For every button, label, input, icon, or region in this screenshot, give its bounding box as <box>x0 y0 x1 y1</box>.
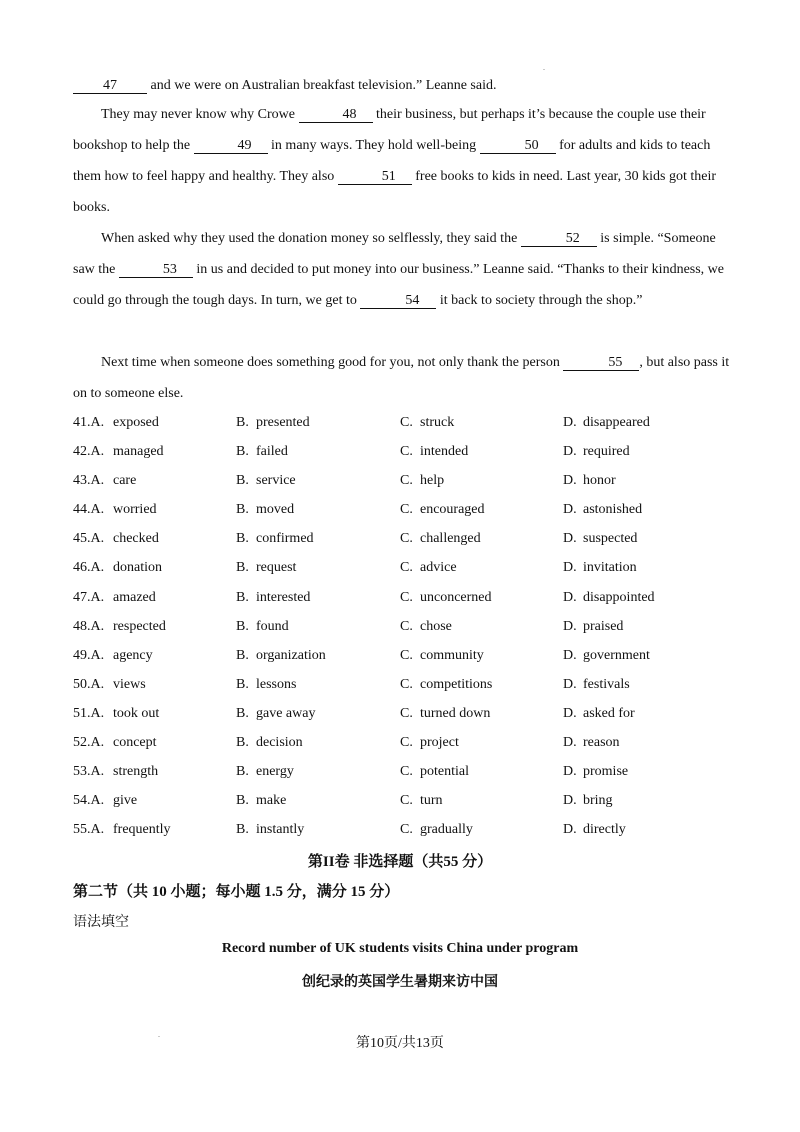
question-number: 47. <box>73 589 91 605</box>
option-text: disappeared <box>583 415 650 430</box>
option-text: presented <box>256 415 310 430</box>
question-number-and-letter <box>73 648 113 664</box>
option-a <box>73 706 159 722</box>
question-number: 41. <box>73 415 91 430</box>
blank-50: 50 <box>480 138 556 154</box>
question-row <box>73 816 733 845</box>
option-text: astonished <box>583 502 643 518</box>
option-b <box>236 648 326 664</box>
option-text: reason <box>583 735 620 751</box>
option-letter: D. <box>563 444 577 460</box>
option-c <box>400 444 468 460</box>
question-number: 44. <box>73 502 91 518</box>
answer-options-list <box>73 409 733 845</box>
option-text: struck <box>420 415 455 430</box>
option-b <box>236 764 294 780</box>
option-text: directly <box>583 822 626 838</box>
option-letter: D. <box>563 735 577 751</box>
question-row <box>73 642 733 671</box>
option-text: exposed <box>113 415 159 430</box>
option-d <box>563 473 616 489</box>
option-a <box>73 822 171 838</box>
question-number-and-letter <box>73 735 113 751</box>
option-letter: D. <box>563 560 577 576</box>
option-letter: D. <box>563 793 577 809</box>
option-text: turned down <box>420 705 491 721</box>
option-text: honor <box>583 473 616 489</box>
passage-text: and we were on Australian breakfast television.” Leanne said. <box>147 78 497 93</box>
option-d <box>563 619 623 635</box>
question-number: 43. <box>73 473 91 489</box>
question-number-and-letter <box>73 822 113 838</box>
question-number: 54. <box>73 793 91 809</box>
question-number: 52. <box>73 735 91 751</box>
question-number-and-letter <box>73 677 113 693</box>
passage-paragraph-2 <box>73 99 733 223</box>
option-c <box>400 793 443 809</box>
option-d <box>563 590 655 606</box>
option-text: interested <box>256 589 311 605</box>
option-d <box>563 764 628 780</box>
option-text: care <box>113 473 137 489</box>
question-number-and-letter <box>73 560 113 576</box>
passage-text: is simple. “Someone saw the <box>73 231 716 277</box>
option-text: make <box>256 793 287 809</box>
option-letter: D. <box>563 473 577 489</box>
option-letter: A. <box>90 647 105 663</box>
option-text: decision <box>256 735 303 751</box>
option-d <box>563 444 630 460</box>
question-number: 50. <box>73 676 91 692</box>
option-letter: D. <box>563 647 577 663</box>
question-row <box>73 467 733 496</box>
question-row <box>73 409 733 438</box>
question-row <box>73 729 733 758</box>
option-letter: A. <box>90 764 105 780</box>
question-number-and-letter <box>73 444 113 460</box>
question-number: 55. <box>73 822 91 838</box>
option-a <box>73 444 164 460</box>
option-a <box>73 764 158 780</box>
option-text: checked <box>113 531 159 547</box>
question-row <box>73 758 733 787</box>
passage-text: their business, but perhaps it’s because the couple use their bookshop to help the <box>73 107 706 153</box>
option-text: concept <box>113 735 157 751</box>
option-text: promise <box>583 764 629 780</box>
blank-48: 48 <box>299 107 373 123</box>
option-text: advice <box>420 560 457 576</box>
blank-52: 52 <box>521 231 597 247</box>
option-a <box>73 677 146 693</box>
option-c <box>400 764 469 780</box>
option-a <box>73 473 136 489</box>
option-text: strength <box>113 764 159 780</box>
option-text: failed <box>256 444 288 460</box>
option-text: agency <box>113 647 153 663</box>
option-letter: A. <box>90 444 105 460</box>
question-number-and-letter <box>73 619 113 635</box>
question-row <box>73 613 733 642</box>
question-row <box>73 554 733 583</box>
option-letter: B. <box>236 676 249 692</box>
question-number-and-letter <box>73 415 113 431</box>
option-text: lessons <box>256 676 297 692</box>
option-letter: C. <box>400 589 413 605</box>
option-letter: B. <box>236 735 249 751</box>
option-d <box>563 735 620 751</box>
option-text: intended <box>420 444 469 460</box>
option-letter: B. <box>236 618 249 634</box>
blank-53: 53 <box>119 262 193 278</box>
option-letter: C. <box>400 676 413 692</box>
option-letter: B. <box>236 705 249 721</box>
option-text: gradually <box>420 822 473 838</box>
option-letter: C. <box>400 793 413 809</box>
option-letter: D. <box>563 531 577 547</box>
option-d <box>563 415 650 431</box>
question-number-and-letter <box>73 590 113 606</box>
option-text: encouraged <box>420 502 485 518</box>
option-b <box>236 822 304 838</box>
option-a <box>73 590 156 606</box>
option-b <box>236 590 310 606</box>
question-row <box>73 525 733 554</box>
option-b <box>236 735 303 751</box>
option-b <box>236 473 296 489</box>
option-letter: B. <box>236 793 249 809</box>
option-text: challenged <box>420 531 481 547</box>
option-c <box>400 706 490 722</box>
option-text: bring <box>583 793 613 809</box>
option-letter: C. <box>400 618 413 634</box>
option-letter: C. <box>400 822 413 838</box>
option-letter: C. <box>400 647 413 663</box>
blank-47: 47 <box>73 78 147 94</box>
option-text: found <box>256 618 289 634</box>
option-letter: D. <box>563 502 577 518</box>
question-number: 51. <box>73 705 91 721</box>
question-number: 49. <box>73 647 91 663</box>
question-row <box>73 496 733 525</box>
question-number-and-letter <box>73 793 113 809</box>
option-letter: A. <box>90 618 105 634</box>
scan-speck: . <box>543 63 545 72</box>
option-text: service <box>256 473 296 489</box>
option-a <box>73 531 159 547</box>
page-footer: 第10页/共13页 <box>356 1036 444 1051</box>
option-letter: D. <box>563 764 577 780</box>
option-text: project <box>420 735 459 751</box>
option-letter: A. <box>90 793 105 809</box>
blank-51: 51 <box>338 169 412 185</box>
option-text: views <box>113 676 146 692</box>
option-d <box>563 560 637 576</box>
option-text: unconcerned <box>420 589 492 605</box>
passage-paragraph-4 <box>73 347 733 409</box>
option-c <box>400 415 454 431</box>
option-letter: A. <box>90 473 105 489</box>
option-a <box>73 415 159 431</box>
option-d <box>563 648 650 664</box>
option-text: community <box>420 647 484 663</box>
option-text: instantly <box>256 822 305 838</box>
option-letter: A. <box>90 502 105 518</box>
passage-text: Next time when someone does something good for you, not only thank the person <box>101 355 564 370</box>
option-c <box>400 502 485 518</box>
option-letter: C. <box>400 444 413 460</box>
option-letter: D. <box>563 589 577 605</box>
option-b <box>236 706 315 722</box>
question-number: 53. <box>73 764 91 780</box>
option-letter: A. <box>90 735 105 751</box>
option-letter: C. <box>400 735 413 751</box>
option-d <box>563 502 642 518</box>
option-d <box>563 822 626 838</box>
option-text: request <box>256 560 297 576</box>
question-number-and-letter <box>73 473 113 489</box>
option-c <box>400 619 452 635</box>
part-title: 第二节（共 10 小题；每小题 1.5 分，满分 15 分） <box>73 884 400 900</box>
option-text: took out <box>113 705 160 721</box>
option-letter: B. <box>236 415 249 430</box>
option-text: suspected <box>583 531 638 547</box>
option-letter: B. <box>236 560 249 576</box>
option-letter: D. <box>563 415 577 430</box>
article-title-chinese: 创纪录的英国学生暑期来访中国 <box>302 975 498 990</box>
option-a <box>73 502 157 518</box>
option-text: organization <box>256 647 326 663</box>
passage-text: free books to kids in need. Last year, 30 kids got their books. <box>73 169 717 215</box>
option-letter: A. <box>90 822 105 838</box>
option-a <box>73 560 162 576</box>
option-text: potential <box>420 764 469 780</box>
blank-54: 54 <box>360 293 436 309</box>
option-text: respected <box>113 618 166 634</box>
question-number-and-letter <box>73 764 113 780</box>
option-letter: B. <box>236 764 249 780</box>
option-a <box>73 793 137 809</box>
option-a <box>73 648 153 664</box>
option-text: amazed <box>113 589 156 605</box>
option-letter: C. <box>400 473 413 489</box>
option-letter: A. <box>90 705 105 721</box>
option-c <box>400 648 484 664</box>
option-letter: B. <box>236 647 249 663</box>
question-row <box>73 787 733 816</box>
option-d <box>563 531 637 547</box>
option-d <box>563 677 630 693</box>
passage-text: in many ways. They hold well-being <box>267 138 480 153</box>
option-c <box>400 560 457 576</box>
option-text: gave away <box>256 705 316 721</box>
option-b <box>236 415 310 431</box>
option-letter: C. <box>400 502 413 518</box>
section-title: 第II卷 非选择题（共55 分） <box>307 854 493 870</box>
question-number: 48. <box>73 618 91 634</box>
option-letter: B. <box>236 531 249 547</box>
question-row <box>73 700 733 729</box>
article-title-english: Record number of UK students visits China under program <box>221 941 579 956</box>
option-letter: D. <box>563 822 577 838</box>
option-letter: A. <box>90 589 105 605</box>
passage-text: They may never know why Crowe <box>101 107 299 122</box>
question-number: 45. <box>73 531 91 547</box>
option-text: managed <box>113 444 164 460</box>
passage-paragraph-3 <box>73 223 733 316</box>
option-text: help <box>420 473 445 489</box>
option-letter: C. <box>400 764 413 780</box>
option-text: required <box>583 444 630 460</box>
passage-text: , but also pass it on to someone else. <box>73 355 730 401</box>
option-text: frequently <box>113 822 171 838</box>
option-text: confirmed <box>256 531 314 547</box>
passage-text: in us and decided to put money into our business.” Leanne said. “Thanks to their kindness, we could go through the tough days. In turn, we get to <box>73 262 725 308</box>
option-c <box>400 822 473 838</box>
option-a <box>73 619 166 635</box>
option-text: energy <box>256 764 294 780</box>
option-letter: C. <box>400 415 413 430</box>
option-text: donation <box>113 560 162 576</box>
passage-text: for adults and kids to teach them how to feel happy and healthy. They also <box>73 138 711 184</box>
option-a <box>73 735 157 751</box>
option-letter: B. <box>236 473 249 489</box>
option-text: government <box>583 647 650 663</box>
sub-title: 语法填空 <box>73 915 129 930</box>
option-text: moved <box>256 502 295 518</box>
option-c <box>400 531 481 547</box>
passage-text: it back to society through the shop.” <box>436 293 643 308</box>
option-b <box>236 444 288 460</box>
option-letter: A. <box>90 531 105 547</box>
option-b <box>236 619 289 635</box>
option-letter: A. <box>90 415 105 430</box>
option-text: worried <box>113 502 157 518</box>
question-number: 46. <box>73 560 91 576</box>
option-text: invitation <box>583 560 637 576</box>
option-b <box>236 793 286 809</box>
option-letter: A. <box>90 676 105 692</box>
option-b <box>236 502 294 518</box>
option-c <box>400 735 459 751</box>
option-d <box>563 706 635 722</box>
question-number-and-letter <box>73 706 113 722</box>
option-b <box>236 531 314 547</box>
option-b <box>236 677 296 693</box>
passage-line-1 <box>73 70 733 101</box>
option-text: disappointed <box>583 589 655 605</box>
option-letter: B. <box>236 444 249 460</box>
blank-55: 55 <box>563 355 639 371</box>
option-c <box>400 677 492 693</box>
option-letter: D. <box>563 705 577 721</box>
option-letter: A. <box>90 560 105 576</box>
option-letter: B. <box>236 589 249 605</box>
option-b <box>236 560 296 576</box>
option-text: turn <box>420 793 443 809</box>
question-row <box>73 671 733 700</box>
question-number-and-letter <box>73 502 113 518</box>
blank-49: 49 <box>194 138 268 154</box>
question-row <box>73 438 733 467</box>
option-text: festivals <box>583 676 630 692</box>
option-c <box>400 473 444 489</box>
question-row <box>73 584 733 613</box>
scan-speck: . <box>158 1030 160 1039</box>
option-text: chose <box>420 618 452 634</box>
option-text: praised <box>583 618 624 634</box>
question-number: 42. <box>73 444 91 460</box>
passage-text: When asked why they used the donation money so selflessly, they said the <box>101 231 521 246</box>
question-number-and-letter <box>73 531 113 547</box>
option-letter: D. <box>563 618 577 634</box>
option-d <box>563 793 613 809</box>
option-text: asked for <box>583 705 635 721</box>
option-letter: C. <box>400 705 413 721</box>
option-text: competitions <box>420 676 493 692</box>
option-letter: C. <box>400 560 413 576</box>
option-text: give <box>113 793 138 809</box>
option-c <box>400 590 492 606</box>
option-letter: D. <box>563 676 577 692</box>
option-letter: B. <box>236 822 249 838</box>
option-letter: B. <box>236 502 249 518</box>
option-letter: C. <box>400 531 413 547</box>
